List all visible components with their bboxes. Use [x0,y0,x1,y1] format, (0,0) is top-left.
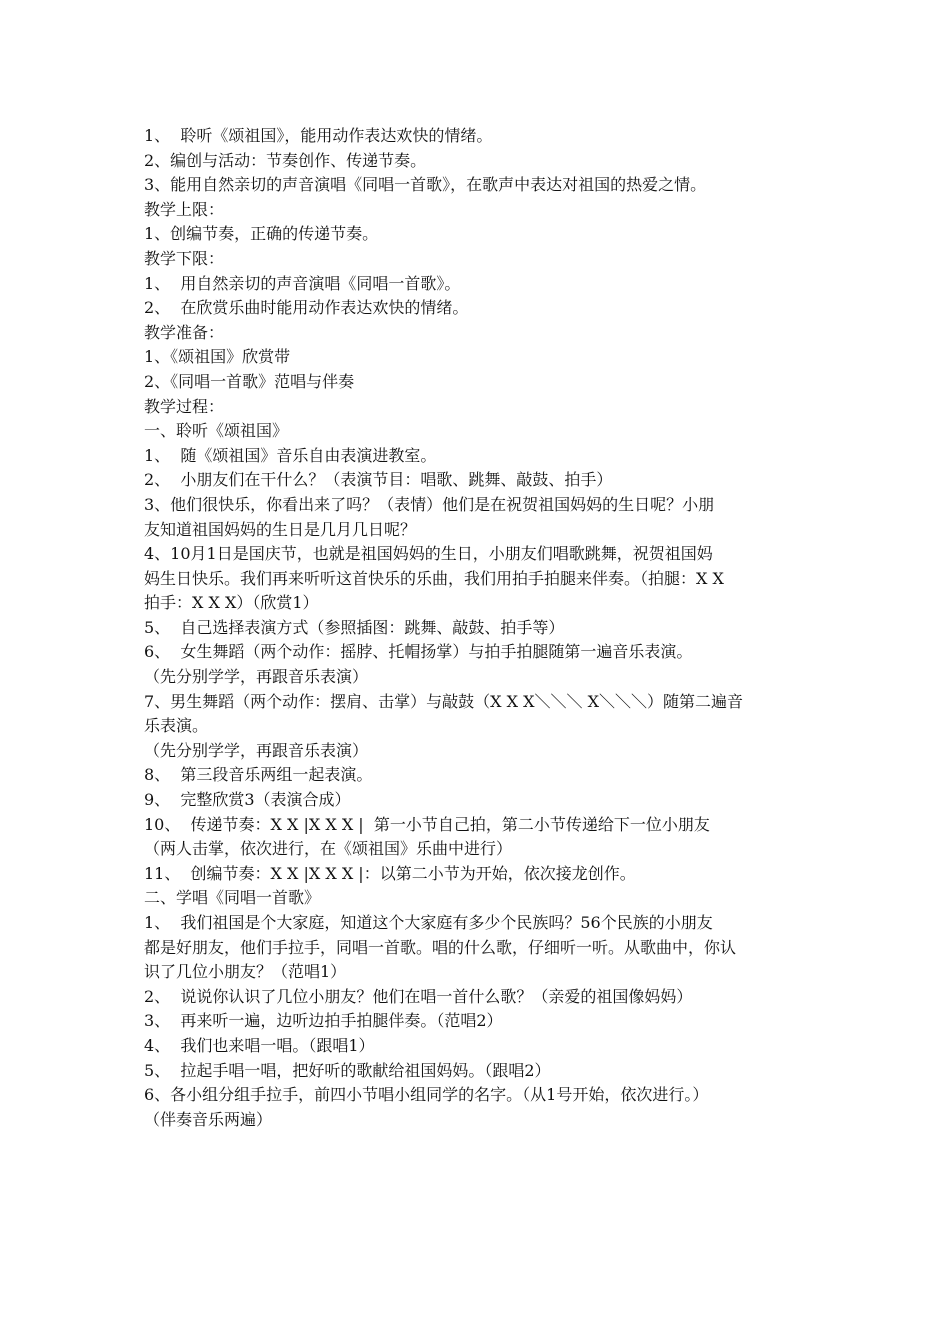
text-line: 5、 拉起手唱一唱，把好听的歌献给祖国妈妈。（跟唱2） [144,1060,551,1080]
subsection-heading: 一、聆听《颂祖国》 [144,421,289,441]
text-line: 10、 传递节奏：X X |X X X | 第一小节自己拍，第二小节传递给下一位小朋友 [144,814,710,834]
text-line: 2、 小朋友们在干什么？（表演节目：唱歌、跳舞、敲鼓、拍手） [144,470,613,490]
text-line: 8、 第三段音乐两组一起表演。 [144,765,373,785]
text-line: 乐表演。 [144,716,209,736]
text-line: 6、 女生舞蹈（两个动作：摇脖、托帽扬掌）与拍手拍腿随第一遍音乐表演。 [144,642,693,662]
text-line: 1、 用自然亲切的声音演唱《同唱一首歌》。 [144,273,461,293]
text-line: 1、 我们祖国是个大家庭，知道这个大家庭有多少个民族吗？56个民族的小朋友 [144,913,713,932]
text-line: 2、 在欣赏乐曲时能用动作表达欢快的情绪。 [144,298,469,318]
text-line: 4、10月1日是国庆节，也就是祖国妈妈的生日，小朋友们唱歌跳舞，祝贺祖国妈 [144,544,713,564]
text-line: 6、各小组分组手拉手，前四小节唱小组同学的名字。（从1号开始，依次进行。） [144,1085,709,1105]
text-line: 5、 自己选择表演方式（参照插图：跳舞、敲鼓、拍手等） [144,617,565,637]
text-line: 3、他们很快乐，你看出来了吗？（表情）他们是在祝贺祖国妈妈的生日呢？小朋 [144,494,715,514]
text-line: 都是好朋友，他们手拉手，同唱一首歌。唱的什么歌，仔细听一听。从歌曲中，你认 [144,937,737,957]
text-line: 2、 说说你认识了几位小朋友？他们在唱一首什么歌？（亲爱的祖国像妈妈） [144,986,693,1006]
text-line: 1、 聆听《颂祖国》，能用动作表达欢快的情绪。 [144,126,493,145]
subsection-heading: 二、学唱《同唱一首歌》 [144,888,321,908]
text-line: 妈生日快乐。我们再来听听这首快乐的乐曲，我们用拍手拍腿来伴奏。（拍腿：X X [144,568,724,588]
section-heading: 教学下限： [144,248,225,268]
text-line: 2、《同唱一首歌》范唱与伴奏 [144,371,355,391]
text-line: 拍手：X X X）（欣赏1） [144,593,319,613]
section-heading: 教学上限： [144,199,225,219]
text-line: 9、 完整欣赏3（表演合成） [144,790,351,810]
text-line: （伴奏音乐两遍） [144,1109,273,1129]
text-line: （先分别学学，再跟音乐表演） [144,740,369,760]
section-heading: 教学过程： [144,396,225,416]
text-line: 11、 创编节奏：X X |X X X |：以第二小节为开始，依次接龙创作。 [144,863,636,883]
text-line: 3、 再来听一遍，边听边拍手拍腿伴奏。（范唱2） [144,1011,503,1031]
text-line: 识了几位小朋友？（范唱1） [144,962,347,982]
text-line: 7、男生舞蹈（两个动作：摆肩、击掌）与敲鼓（X X X＼＼＼ X＼＼＼）随第二遍音 [144,691,744,711]
text-line: 1、 随《颂祖国》音乐自由表演进教室。 [144,445,437,465]
text-line: （两人击掌，依次进行，在《颂祖国》乐曲中进行） [144,839,513,859]
text-line: 1、创编节奏，正确的传递节奏。 [144,224,379,244]
text-line: 友知道祖国妈妈的生日是几月几日呢？ [144,519,417,539]
text-line: 3、能用自然亲切的声音演唱《同唱一首歌》，在歌声中表达对祖国的热爱之情。 [144,175,707,195]
document-page [144,124,824,1132]
text-line: 4、 我们也来唱一唱。（跟唱1） [144,1035,375,1055]
text-line: 2、编创与活动：节奏创作、传递节奏。 [144,150,427,170]
text-line: （先分别学学，再跟音乐表演） [144,667,369,687]
section-heading: 教学准备： [144,322,225,342]
text-line: 1、《颂祖国》欣赏带 [144,347,291,367]
